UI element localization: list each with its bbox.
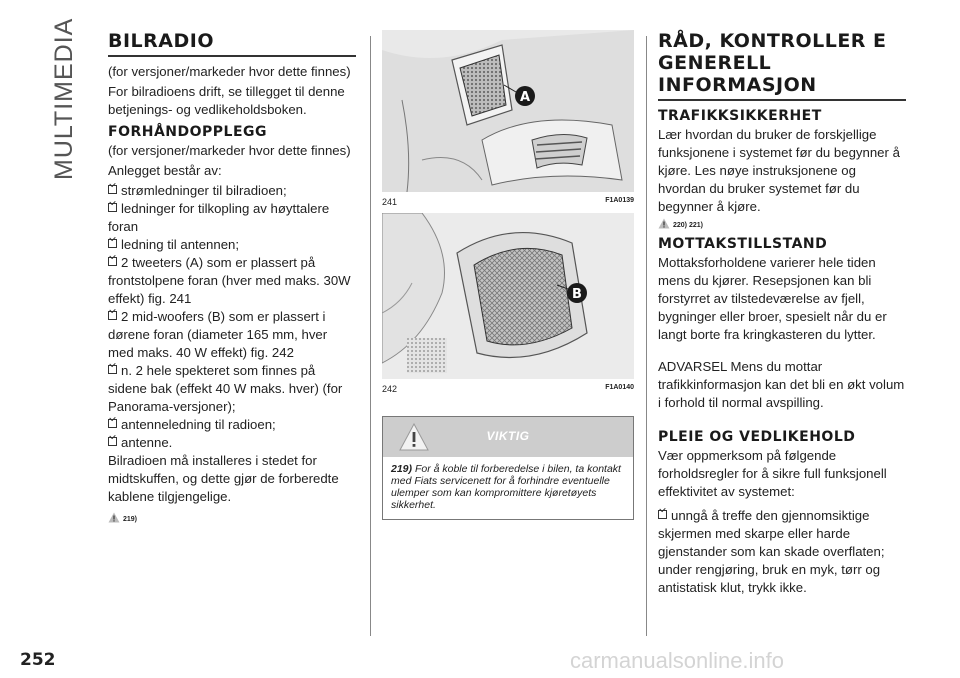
checkmark-icon bbox=[108, 239, 117, 248]
subheading-forhandopplegg: FORHÅNDOPPLEGG bbox=[108, 124, 268, 140]
paragraph: Mottaksforholdene varierer hele tiden mens du kjører. Resepsjonen kan bli forstyrret av tilstedeværelse av fjell, bygninger eller broer, spesielt når du er langt borte fra kringkasteren du lytter. bbox=[658, 255, 887, 342]
list-item: ledning til antennen; bbox=[108, 236, 356, 254]
checkmark-icon bbox=[658, 510, 667, 519]
paragraph: Vær oppmerksom på følgende forholdsregler for å sikre full funksjonell effektivitet av systemet: bbox=[658, 448, 887, 499]
warning-reference: 220) 221) bbox=[658, 218, 906, 229]
list-item: antenneledning til radioen; bbox=[108, 416, 356, 434]
checkmark-icon bbox=[108, 257, 117, 266]
figure-242-woofer bbox=[382, 213, 634, 379]
list-item: 2 tweeters (A) som er plassert på frontstolpene foran (hver med maks. 30W effekt) fig. 241 bbox=[108, 255, 351, 306]
checkmark-icon bbox=[108, 437, 117, 446]
checkmark-icon bbox=[108, 311, 117, 320]
paragraph: (for versjoner/markeder hvor dette finnes) bbox=[108, 143, 351, 158]
warning-reference: 219) bbox=[108, 512, 356, 523]
page-number: 252 bbox=[20, 650, 56, 670]
figure-marker-b: B bbox=[572, 287, 582, 302]
figure-241-tweeter bbox=[382, 30, 634, 192]
warning-text: For å koble til forberedelse i bilen, ta kontakt med Fiats servicenett for å forhindre eventuelle ulemper som kan kompromittere kjøretøyets sikkerhet. bbox=[391, 463, 621, 511]
paragraph: Lær hvordan du bruker de forskjellige funksjonene i systemet før du begynner å kjøre. Les nøye instruksjonene og hvordan du bruker systemet før du begynner å kjøre. bbox=[658, 127, 900, 214]
paragraph: Bilradioen må installeres i stedet for midtskuffen, og dette gjør de forberedte kablene tilgjengelige. bbox=[108, 453, 339, 504]
important-box bbox=[382, 416, 634, 520]
warning-triangle-icon bbox=[108, 512, 120, 523]
paragraph: For bilradioens drift, se tillegget til denne betjenings- og vedlikeholdsboken. bbox=[108, 84, 345, 117]
figure-marker-a: A bbox=[519, 90, 531, 105]
tweeter-illustration bbox=[382, 30, 634, 192]
column-divider-1 bbox=[370, 36, 371, 636]
checkmark-icon bbox=[108, 419, 117, 428]
checkmark-icon bbox=[108, 185, 117, 194]
paragraph: Anlegget består av: bbox=[108, 163, 222, 178]
warning-triangle-icon bbox=[658, 218, 670, 229]
section-title-bilradio: BILRADIO bbox=[108, 30, 356, 57]
paragraph-warning: ADVARSEL Mens du mottar trafikkinformasjon kan det bli en økt volum i forhold til normal avspilling. bbox=[658, 359, 905, 410]
watermark: carmanualsonline.info bbox=[570, 648, 785, 673]
woofer-illustration bbox=[382, 213, 634, 379]
important-box-header bbox=[383, 417, 633, 457]
important-box-label: VIKTIG bbox=[486, 429, 530, 443]
list-item: n. 2 hele spekteret som finnes på sidene bak (effekt 40 W maks. hver) (for Panorama-versjoner); bbox=[108, 363, 343, 414]
figure-number: 241 bbox=[382, 197, 398, 207]
checkmark-icon bbox=[108, 365, 117, 374]
subheading-pleie: PLEIE OG VEDLIKEHOLD bbox=[658, 429, 856, 445]
side-tab-label: MULTIMEDIA bbox=[50, 17, 78, 180]
column-bilradio bbox=[108, 30, 356, 523]
paragraph: (for versjoner/markeder hvor dette finnes) bbox=[108, 64, 351, 79]
warning-number: 219) bbox=[391, 463, 413, 475]
figure-caption-241 bbox=[382, 192, 634, 213]
subheading-trafikksikkerhet: TRAFIKKSIKKERHET bbox=[658, 108, 822, 124]
figure-code: F1A0139 bbox=[605, 197, 634, 204]
side-section-tab bbox=[50, 17, 80, 180]
figure-code: F1A0140 bbox=[605, 384, 634, 391]
column-divider-2 bbox=[646, 36, 647, 636]
important-box-body bbox=[383, 457, 633, 519]
list-item: 2 mid-woofers (B) som er plassert i dørene foran (diameter 165 mm, hver med maks. 40 W effekt) fig. 242 bbox=[108, 309, 328, 360]
list-item: ledninger for tilkopling av høyttalere foran bbox=[108, 201, 330, 234]
section-title-advice: RÅD, KONTROLLER E GENERELL INFORMASJON bbox=[658, 30, 906, 101]
column-advice bbox=[658, 30, 906, 597]
subheading-mottakstillstand: MOTTAKSTILLSTAND bbox=[658, 236, 828, 252]
list-item: strømledninger til bilradioen; bbox=[108, 182, 356, 200]
checkmark-icon bbox=[108, 203, 117, 212]
component-list bbox=[108, 182, 356, 452]
care-list bbox=[658, 507, 906, 597]
column-figures bbox=[382, 30, 634, 520]
figure-number: 242 bbox=[382, 384, 398, 394]
list-item: unngå å treffe den gjennomsiktige skjermen med skarpe eller harde gjenstander som kan skade overflaten; under rengjøring, bruk en myk, tørr og antistatisk klut, trykk ikke. bbox=[658, 508, 885, 595]
list-item: antenne. bbox=[108, 434, 356, 452]
figure-caption-242 bbox=[382, 379, 634, 400]
